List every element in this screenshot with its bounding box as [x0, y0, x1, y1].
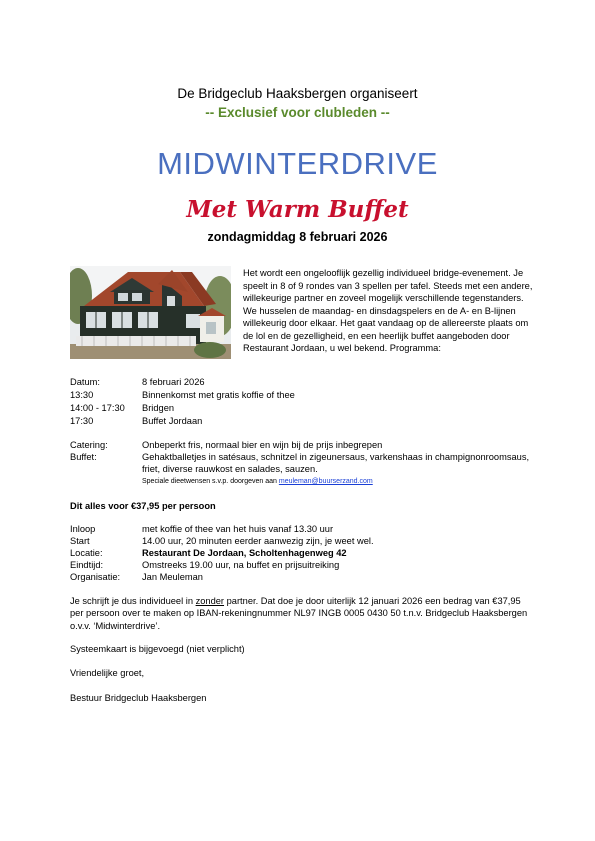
buffet-line-1: Gehaktballetjes in satésaus, schnitzel in zigeunersaus, varkenshaas in champignonroomsaus, — [142, 452, 530, 462]
detail-label: Inloop — [70, 524, 96, 534]
system-card-note: Systeemkaart is bijgevoegd (niet verplicht) — [70, 644, 245, 654]
schedule-value: Buffet Jordaan — [142, 416, 203, 426]
catering-label: Catering: — [70, 440, 108, 450]
greeting: Vriendelijke groet, — [70, 668, 145, 678]
detail-value: Jan Meuleman — [142, 572, 203, 582]
catering-value: Onbeperkt fris, normaal bier en wijn bij de prijs inbegrepen — [142, 440, 383, 450]
exclusive-line: -- Exclusief voor clubleden -- — [205, 105, 390, 120]
detail-value: met koffie of thee van het huis vanaf 13.30 uur — [142, 524, 334, 534]
schedule-label: Datum: — [70, 377, 100, 387]
schedule-value: 8 februari 2026 — [142, 377, 205, 387]
schedule-value: Bridgen — [142, 403, 175, 413]
registration-underlined: zonder — [195, 596, 225, 606]
detail-label: Organisatie: — [70, 572, 121, 582]
detail-label: Locatie: — [70, 548, 103, 558]
detail-value: 14.00 uur, 20 minuten eerder aanwezig zijn, je weet wel. — [142, 536, 374, 546]
signature: Bestuur Bridgeclub Haaksbergen — [70, 693, 207, 703]
schedule-label: 14:00 - 17:30 — [70, 403, 125, 413]
diet-email-link[interactable]: meuleman@buurserzand.com — [278, 478, 373, 485]
diet-note — [142, 476, 373, 488]
location-value: Restaurant De Jordaan, Scholtenhagenweg 42 — [142, 548, 347, 558]
registration-text: Je schrijft je dus individueel in — [70, 596, 193, 606]
schedule-value: Binnenkomst met gratis koffie of thee — [142, 390, 295, 400]
buffet-label: Buffet: — [70, 452, 97, 462]
event-subtitle: Met Warm Buffet — [186, 196, 409, 223]
restaurant-photo — [70, 266, 231, 359]
registration-line-2: per persoon over te maken op IBAN-rekeningnummer NL97 INGB 0005 0430 50 t.n.v. Bridgeclub Haaksbergen — [70, 608, 528, 619]
schedule-label: 17:30 — [70, 416, 94, 426]
event-date: zondagmiddag 8 februari 2026 — [207, 230, 388, 244]
detail-value: Omstreeks 19.00 uur, na buffet en prijsuitreiking — [142, 560, 340, 570]
registration-line-1 — [70, 595, 540, 607]
price-line: Dit alles voor €37,95 per persoon — [70, 501, 216, 511]
buffet-line-2: friet, diverse rauwkost en salades, sauzen. — [142, 464, 318, 474]
registration-paragraph — [70, 595, 540, 632]
schedule-label: 13:30 — [70, 390, 94, 400]
organizer-line: De Bridgeclub Haaksbergen organiseert — [177, 86, 418, 101]
registration-line-3: o.v.v. ‘Midwinterdrive’. — [70, 620, 161, 631]
diet-note-text: Speciale dieetwensen s.v.p. doorgeven aan — [142, 478, 277, 485]
detail-label: Eindtijd: — [70, 560, 104, 570]
detail-label: Start — [70, 536, 90, 546]
event-title: MIDWINTERDRIVE — [157, 146, 438, 181]
intro-paragraph: Het wordt een ongelooflijk gezellig individueel bridge-evenement. Je speelt in 8 of 9 rondes van 3 spellen per tafel. Steeds met een andere, willekeurige partner en zoveel mogelijk verschillende tegenstanders. We husselen de maandag- en dinsdagspelers en de A- en B-lijnen willekeurig door elkaar. Het gaat vandaag op de allereerste plaats om de lol en de gezelligheid, en een heerlijk buffet aangeboden door Restaurant Jordaan, u wel bekend. Programma: — [243, 268, 533, 353]
registration-text: partner. Dat doe je door uiterlijk 12 januari 2026 een bedrag van €37,95 — [226, 596, 521, 606]
